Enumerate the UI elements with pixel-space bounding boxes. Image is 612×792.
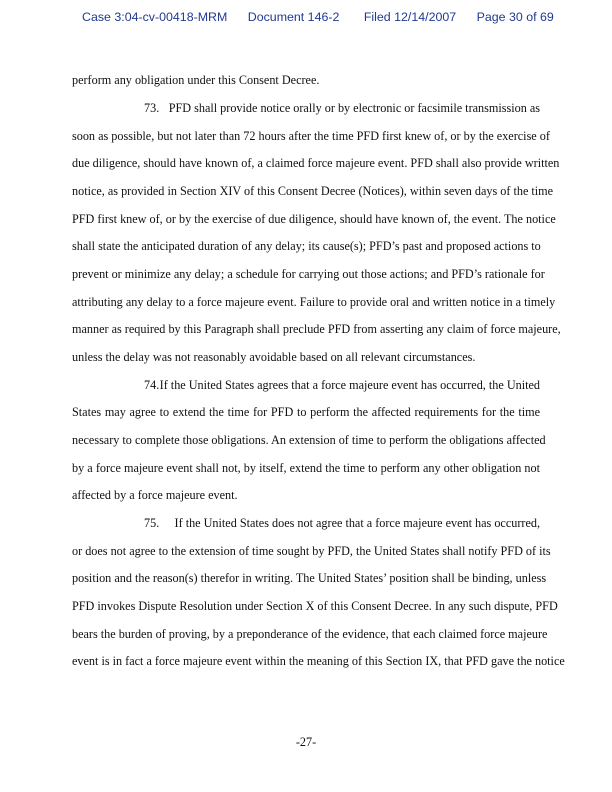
filed-date: Filed 12/14/2007 xyxy=(363,10,457,24)
paragraph-number: 73. xyxy=(144,101,160,115)
text-line: States may agree to extend the time for PFD to perform the affected requirements for the time xyxy=(72,405,540,419)
text-line: PFD first knew of, or by the exercise of due diligence, should have known of, the event. The notice xyxy=(72,212,556,226)
case-number: Case 3:04-cv-00418-MRM xyxy=(82,10,228,24)
text-line: soon as possible, but not later than 72 hours after the time PFD first knew of, or by the exercise of xyxy=(72,129,550,143)
paragraph-73-first-line xyxy=(144,101,540,115)
text-line: bears the burden of proving, by a preponderance of the evidence, that each claimed force majeure xyxy=(72,627,548,641)
text-line: notice, as provided in Section XIV of this Consent Decree (Notices), within seven days of the time xyxy=(72,184,554,198)
document-number: Document 146-2 xyxy=(247,10,340,24)
text-line: unless the delay was not reasonably avoidable based on all relevant circumstances. xyxy=(72,350,476,364)
text-line: PFD invokes Dispute Resolution under Section X of this Consent Decree. In any such dispute, PFD xyxy=(72,599,558,613)
paragraph-75-first-line xyxy=(144,516,540,530)
text-line: perform any obligation under this Consent Decree. xyxy=(72,73,320,87)
text-line: PFD shall provide notice orally or by electronic or facsimile transmission as xyxy=(168,101,540,115)
paragraph-number: 74. xyxy=(144,378,160,392)
text-line: or does not agree to the extension of time sought by PFD, the United States shall notify PFD of its xyxy=(72,544,551,558)
text-line: affected by a force majeure event. xyxy=(72,488,238,502)
text-line: shall state the anticipated duration of any delay; its cause(s); PFD’s past and proposed actions to xyxy=(72,239,541,253)
text-line: If the United States does not agree that a force majeure event has occurred, xyxy=(174,516,540,530)
text-line: by a force majeure event shall not, by itself, extend the time to perform any other obligation not xyxy=(72,461,540,475)
case-header xyxy=(82,10,554,24)
text-line: event is in fact a force majeure event within the meaning of this Section IX, that PFD gave the notice xyxy=(72,654,565,668)
text-line: manner as required by this Paragraph shall preclude PFD from asserting any claim of force majeure, xyxy=(72,322,561,336)
text-line: necessary to complete those obligations. An extension of time to perform the obligations affected xyxy=(72,433,546,447)
page-count: Page 30 of 69 xyxy=(476,10,554,24)
text-line: position and the reason(s) therefor in writing. The United States’ position shall be binding, unless xyxy=(72,571,547,585)
text-line: prevent or minimize any delay; a schedule for carrying out those actions; and PFD’s rationale for xyxy=(72,267,545,281)
text-line: due diligence, should have known of, a claimed force majeure event. PFD shall also provide written xyxy=(72,156,560,170)
paragraph-number: 75. xyxy=(144,516,160,530)
text-line: If the United States agrees that a force majeure event has occurred, the United xyxy=(159,378,540,392)
paragraph-74-first-line xyxy=(144,378,540,392)
text-line: attributing any delay to a force majeure event. Failure to provide oral and written notice in a timely xyxy=(72,295,556,309)
page-number-footer: -27- xyxy=(295,735,317,749)
